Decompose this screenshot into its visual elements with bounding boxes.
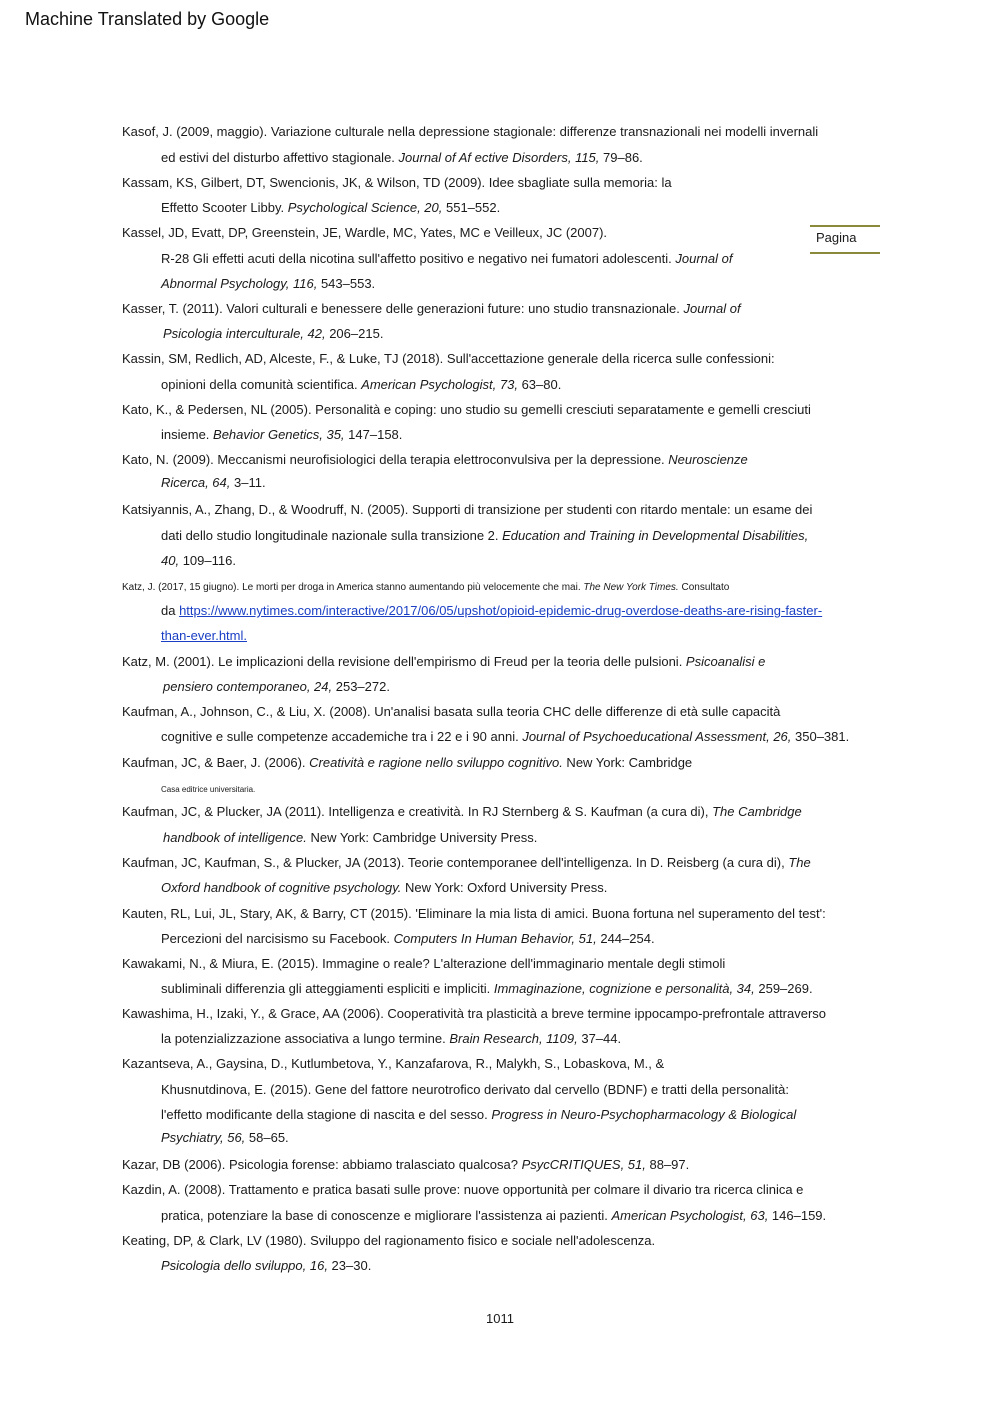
reference-line: Kazantseva, A., Gaysina, D., Kutlumbetova, Y., Kanzafarova, R., Malykh, S., Lobaskova, M., & xyxy=(122,1056,665,1071)
reference-line: Kawashima, H., Izaki, Y., & Grace, AA (2006). Cooperatività tra plasticità a breve termine ippocampo-prefrontale attraverso xyxy=(122,1006,827,1021)
reference-line: Kasser, T. (2011). Valori culturali e benessere delle generazioni future: uno studio transnazionale. Journal of xyxy=(122,301,741,316)
reference-line: Kassin, SM, Redlich, AD, Alceste, F., & Luke, TJ (2018). Sull'accettazione generale della ricerca sulle confessioni: xyxy=(122,351,775,366)
reference-line: Oxford handbook of cognitive psychology. New York: Oxford University Press. xyxy=(161,880,608,895)
reference-line: Kassam, KS, Gilbert, DT, Swencionis, JK, & Wilson, TD (2009). Idee sbagliate sulla memoria: la xyxy=(122,175,672,190)
reference-url-link-continued[interactable]: than-ever.html. xyxy=(161,628,247,643)
reference-line: ed estivi del disturbo affettivo stagionale. Journal of Af ective Disorders, 115, 79–86. xyxy=(161,150,643,165)
reference-line: pratica, potenziare la base di conoscenze e migliorare l'assistenza ai pazienti. American Psychologist, 63, 146–159. xyxy=(161,1208,827,1223)
reference-line: Psychiatry, 56, 58–65. xyxy=(161,1130,289,1145)
reference-line: Kawakami, N., & Miura, E. (2015). Immagine o reale? L'alterazione dell'immaginario mentale degli stimoli xyxy=(122,956,726,971)
reference-line: Kato, K., & Pedersen, NL (2005). Personalità e coping: uno studio su gemelli cresciuti separatamente e gemelli cresciuti xyxy=(122,402,811,417)
reference-line xyxy=(161,628,247,644)
reference-line: Kaufman, A., Johnson, C., & Liu, X. (2008). Un'analisi basata sulla teoria CHC delle differenze di età sulle capacità xyxy=(122,704,781,719)
reference-line: Effetto Scooter Libby. Psychological Science, 20, 551–552. xyxy=(161,200,501,215)
reference-line: Ricerca, 64, 3–11. xyxy=(161,475,266,490)
reference-line: Casa editrice universitaria. xyxy=(161,785,256,794)
reference-line: dati dello studio longitudinale nazionale sulla transizione 2. Education and Training in Developmental Disabilities, xyxy=(161,528,809,543)
reference-line: Percezioni del narcisismo su Facebook. Computers In Human Behavior, 51, 244–254. xyxy=(161,931,655,946)
reference-line: insieme. Behavior Genetics, 35, 147–158. xyxy=(161,427,403,442)
reference-line: da https://www.nytimes.com/interactive/2017/06/05/upshot/opioid-epidemic-drug-overdose-deaths-are-rising-faster- xyxy=(161,603,823,618)
reference-line: Kaufman, JC, & Baer, J. (2006). Creatività e ragione nello sviluppo cognitivo. New York: Cambridge xyxy=(122,755,693,770)
reference-line: cognitive e sulle competenze accademiche tra i 22 e i 90 anni. Journal of Psychoeducational Assessment, 26, 350–381. xyxy=(161,729,850,744)
reference-line: subliminali differenzia gli atteggiamenti espliciti e impliciti. Immaginazione, cognizione e personalità, 34, 259–269. xyxy=(161,981,813,996)
reference-line: Kaufman, JC, Kaufman, S., & Plucker, JA (2013). Teorie contemporanee dell'intelligenza. In D. Reisberg (a cura di), The xyxy=(122,855,811,870)
reference-line: Psicologia interculturale, 42, 206–215. xyxy=(163,326,384,341)
reference-line: Kauten, RL, Lui, JL, Stary, AK, & Barry, CT (2015). 'Eliminare la mia lista di amici. Buona fortuna nel superamento del test': xyxy=(122,906,826,921)
reference-line: Kaufman, JC, & Plucker, JA (2011). Intelligenza e creatività. In RJ Sternberg & S. Kaufman (a cura di), The Cambridge xyxy=(122,804,802,819)
reference-line: Kazdin, A. (2008). Trattamento e pratica basati sulle prove: nuove opportunità per colmare il divario tra ricerca clinica e xyxy=(122,1182,804,1197)
reference-line: Kasof, J. (2009, maggio). Variazione culturale nella depressione stagionale: differenze transnazionali nei modelli invernali xyxy=(122,124,819,139)
reference-line: 40, 109–116. xyxy=(161,553,236,568)
reference-line: Khusnutdinova, E. (2015). Gene del fattore neurotrofico derivato dal cervello (BDNF) e tratti della personalità: xyxy=(161,1082,789,1097)
reference-line: Keating, DP, & Clark, LV (1980). Sviluppo del ragionamento fisico e sociale nell'adolescenza. xyxy=(122,1233,656,1248)
reference-line: Abnormal Psychology, 116, 543–553. xyxy=(161,276,376,291)
reference-line: handbook of intelligence. New York: Cambridge University Press. xyxy=(163,830,538,845)
reference-line: Katz, J. (2017, 15 giugno). Le morti per droga in America stanno aumentando più velocemente che mai. The New York Times. Consultato xyxy=(122,582,730,593)
machine-translation-banner: Machine Translated by Google xyxy=(25,9,270,29)
page-label: Pagina xyxy=(816,230,857,245)
reference-line: R-28 Gli effetti acuti della nicotina sull'affetto positivo e negativo nei fumatori adolescenti. Journal of xyxy=(161,251,733,266)
reference-url-link[interactable]: https://www.nytimes.com/interactive/2017/06/05/upshot/opioid-epidemic-drug-overdose-deaths-are-rising-faster- xyxy=(179,603,823,618)
reference-line: Kazar, DB (2006). Psicologia forense: abbiamo tralasciato qualcosa? PsycCRITIQUES, 51, 88–97. xyxy=(122,1157,690,1172)
reference-line: pensiero contemporaneo, 24, 253–272. xyxy=(163,679,390,694)
reference-line: la potenzializzazione associativa a lungo termine. Brain Research, 1109, 37–44. xyxy=(161,1031,622,1046)
page-number: 1011 xyxy=(486,1311,514,1326)
reference-line: Katz, M. (2001). Le implicazioni della revisione dell'empirismo di Freud per la teoria delle pulsioni. Psicoanalisi e xyxy=(122,654,766,669)
page-label-box xyxy=(810,225,880,254)
reference-line: Kato, N. (2009). Meccanismi neurofisiologici della terapia elettroconvulsiva per la depressione. Neuroscienze xyxy=(122,452,748,467)
reference-line: Kassel, JD, Evatt, DP, Greenstein, JE, Wardle, MC, Yates, MC e Veilleux, JC (2007). xyxy=(122,225,608,240)
reference-line: opinioni della comunità scientifica. American Psychologist, 73, 63–80. xyxy=(161,377,562,392)
reference-line: Katsiyannis, A., Zhang, D., & Woodruff, N. (2005). Supporti di transizione per studenti con ritardo mentale: un esame dei xyxy=(122,502,813,517)
reference-line: l'effetto modificante della stagione di nascita e del sesso. Progress in Neuro-Psychopharmacology & Biological xyxy=(161,1107,797,1122)
reference-line: Psicologia dello sviluppo, 16, 23–30. xyxy=(161,1258,372,1273)
